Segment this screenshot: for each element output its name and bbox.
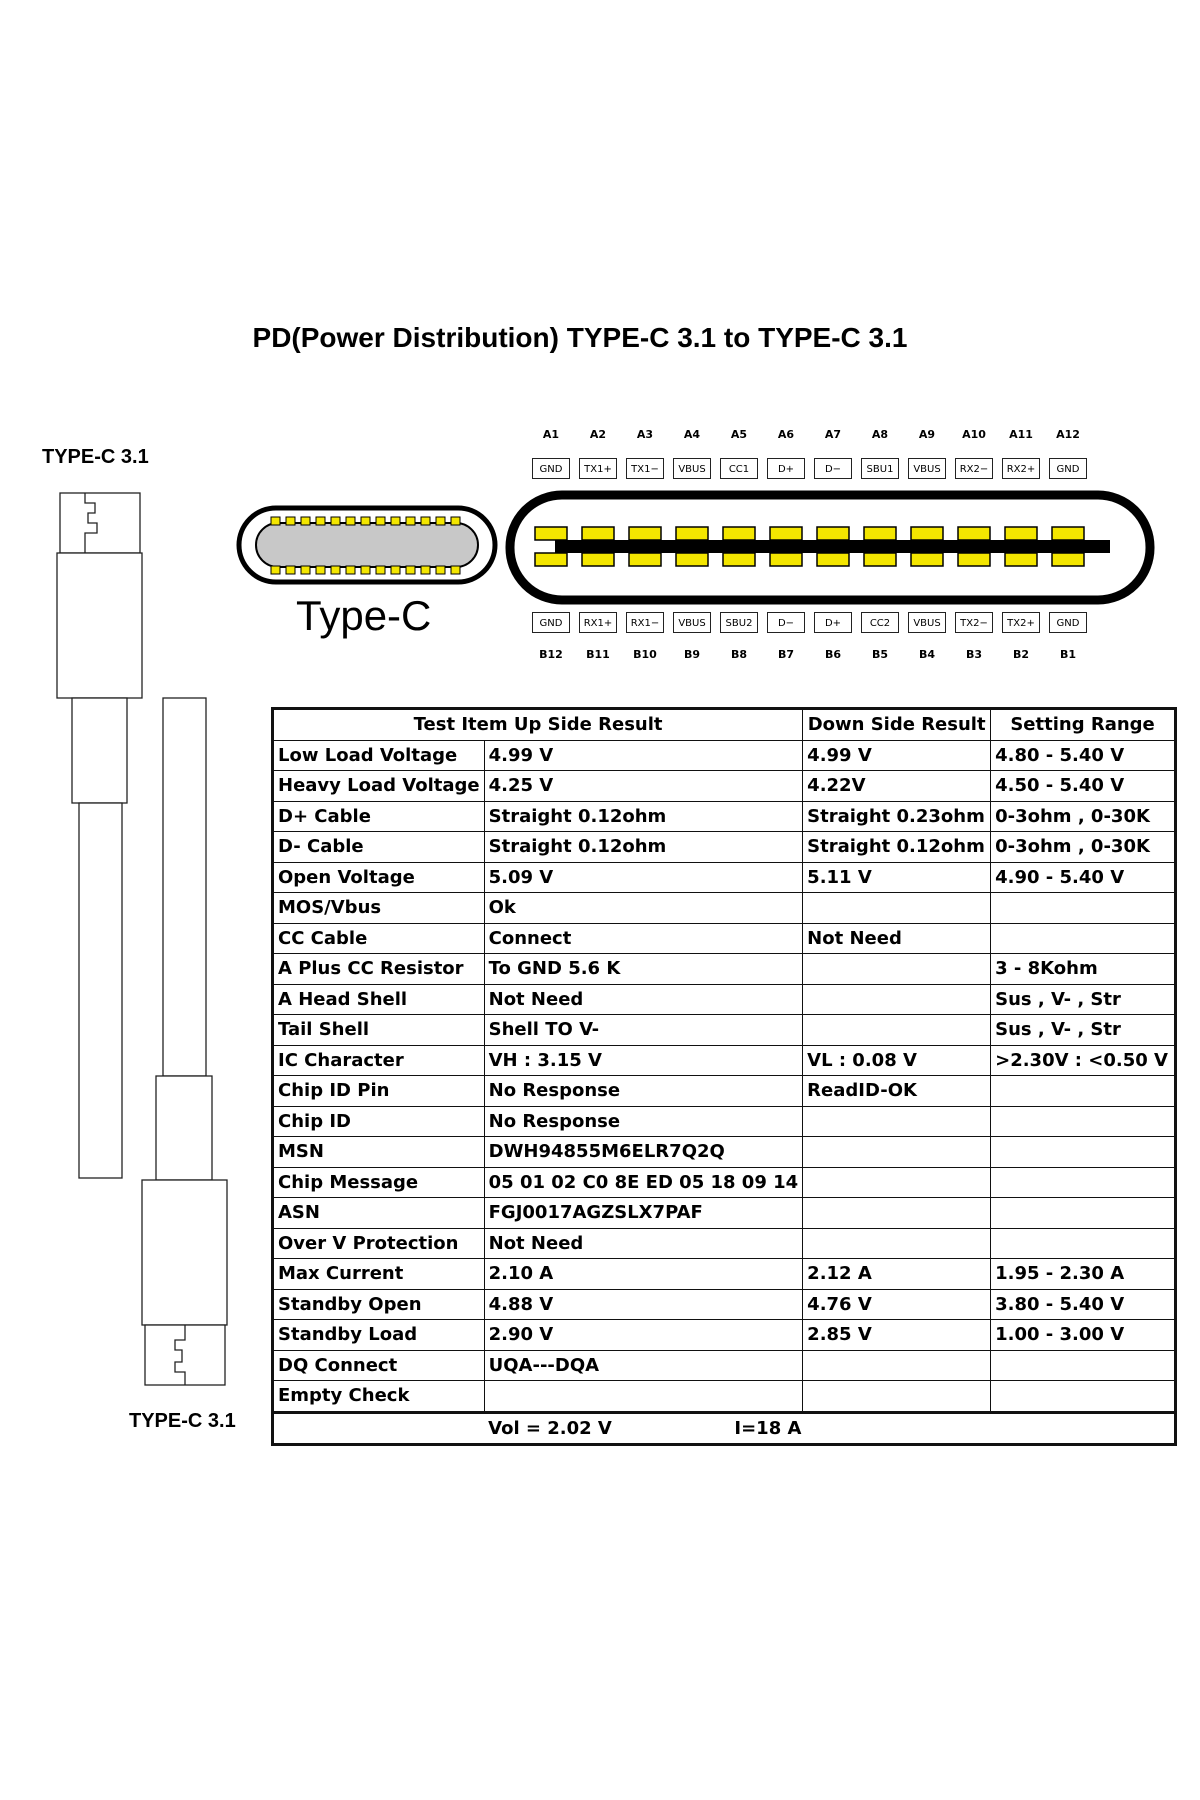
small-pin (436, 517, 445, 525)
pin-name-b10: RX1− (626, 612, 664, 633)
small-pin (451, 566, 460, 574)
pin-contact-top (911, 527, 943, 540)
pin-id-b5: B5 (871, 648, 889, 661)
cell-setting-range: 0-3ohm , 0-30K (991, 801, 1176, 832)
cell-down-side (803, 1350, 991, 1381)
cell-down-side: 5.11 V (803, 862, 991, 893)
small-pin (286, 517, 295, 525)
cell-down-side (803, 954, 991, 985)
pin-contact-top (770, 527, 802, 540)
cell-down-side (803, 1137, 991, 1168)
small-pin (331, 517, 340, 525)
typec-port-icon (236, 505, 498, 585)
cell-up-side: Straight 0.12ohm (484, 801, 803, 832)
pin-name-b11: RX1+ (579, 612, 617, 633)
cell-setting-range (991, 1167, 1176, 1198)
table-row (273, 1137, 1176, 1168)
pin-id-a5: A5 (730, 428, 748, 441)
cell-down-side: ReadID-OK (803, 1076, 991, 1107)
cell-test-item: Chip ID (273, 1106, 485, 1137)
pin-name-a9: VBUS (908, 458, 946, 479)
cell-test-item: DQ Connect (273, 1350, 485, 1381)
pin-contact-top (582, 527, 614, 540)
pin-name-a6: D+ (767, 458, 805, 479)
cell-up-side: Connect (484, 923, 803, 954)
cell-setting-range: 1.95 - 2.30 A (991, 1259, 1176, 1290)
pin-name-b8: SBU2 (720, 612, 758, 633)
cell-up-side: Not Need (484, 1228, 803, 1259)
cell-setting-range: 0-3ohm , 0-30K (991, 832, 1176, 863)
table-row (273, 1259, 1176, 1290)
pin-name-b7: D− (767, 612, 805, 633)
cell-down-side (803, 1198, 991, 1229)
table-row (273, 954, 1176, 985)
pin-id-b1: B1 (1059, 648, 1077, 661)
small-pin (361, 517, 370, 525)
cell-up-side: 2.90 V (484, 1320, 803, 1351)
small-pin (391, 517, 400, 525)
table-row (273, 862, 1176, 893)
cell-setting-range: 4.90 - 5.40 V (991, 862, 1176, 893)
small-pin (271, 517, 280, 525)
cell-down-side: 4.76 V (803, 1289, 991, 1320)
cell-setting-range (991, 923, 1176, 954)
cell-setting-range: 3 - 8Kohm (991, 954, 1176, 985)
cell-setting-range: 4.50 - 5.40 V (991, 771, 1176, 802)
pin-name-a1: GND (532, 458, 570, 479)
table-row (273, 1198, 1176, 1229)
cell-up-side: To GND 5.6 K (484, 954, 803, 985)
pin-contact-bottom (958, 553, 990, 566)
cell-test-item: Over V Protection (273, 1228, 485, 1259)
table-row (273, 801, 1176, 832)
top-plug-tip (60, 493, 140, 553)
table-row (273, 1228, 1176, 1259)
cell-test-item: Tail Shell (273, 1015, 485, 1046)
table-row (273, 1289, 1176, 1320)
cell-setting-range (991, 1350, 1176, 1381)
cell-down-side: 4.22V (803, 771, 991, 802)
header-down-side: Down Side Result (803, 709, 991, 741)
small-pin (271, 566, 280, 574)
cell-up-side: 4.25 V (484, 771, 803, 802)
table-row (273, 1106, 1176, 1137)
table-row (273, 1076, 1176, 1107)
cell-up-side: No Response (484, 1076, 803, 1107)
cell-test-item: D- Cable (273, 832, 485, 863)
cell-test-item: Chip ID Pin (273, 1076, 485, 1107)
bottom-plug-body (142, 1180, 227, 1325)
pin-contact-bottom (1052, 553, 1084, 566)
cell-test-item: Standby Load (273, 1320, 485, 1351)
table-row (273, 1350, 1176, 1381)
pin-name-a10: RX2− (955, 458, 993, 479)
cell-setting-range: >2.30V : <0.50 V (991, 1045, 1176, 1076)
pin-id-a4: A4 (683, 428, 701, 441)
pin-name-a3: TX1− (626, 458, 664, 479)
pin-id-b7: B7 (777, 648, 795, 661)
pin-id-b2: B2 (1012, 648, 1030, 661)
pin-contact-bottom (864, 553, 896, 566)
pin-name-a4: VBUS (673, 458, 711, 479)
header-setting-range: Setting Range (991, 709, 1176, 741)
pin-id-a6: A6 (777, 428, 795, 441)
pin-contact-top (676, 527, 708, 540)
cell-test-item: IC Character (273, 1045, 485, 1076)
pin-id-a10: A10 (962, 428, 986, 441)
pin-name-b12: GND (532, 612, 570, 633)
small-pin (346, 517, 355, 525)
pin-contact-bottom (817, 553, 849, 566)
small-pin (391, 566, 400, 574)
cell-up-side: 4.99 V (484, 740, 803, 771)
cell-setting-range (991, 893, 1176, 924)
cable-label-top: TYPE-C 3.1 (42, 446, 149, 468)
pin-name-b6: D+ (814, 612, 852, 633)
pin-contact-top (1052, 527, 1084, 540)
small-pin (421, 566, 430, 574)
cell-up-side (484, 1381, 803, 1413)
pin-contact-top (535, 527, 567, 540)
pin-name-b2: TX2+ (1002, 612, 1040, 633)
small-pin (316, 566, 325, 574)
connector-tongue (555, 540, 1110, 553)
cell-test-item: CC Cable (273, 923, 485, 954)
cell-down-side (803, 1015, 991, 1046)
cell-test-item: Standby Open (273, 1289, 485, 1320)
small-pin (331, 566, 340, 574)
cell-up-side: Not Need (484, 984, 803, 1015)
pin-id-b8: B8 (730, 648, 748, 661)
pin-name-b5: CC2 (861, 612, 899, 633)
pin-id-b6: B6 (824, 648, 842, 661)
cell-down-side (803, 1167, 991, 1198)
table-row (273, 1381, 1176, 1413)
table-row (273, 771, 1176, 802)
cell-down-side (803, 893, 991, 924)
cell-test-item: Max Current (273, 1259, 485, 1290)
cell-up-side: 5.09 V (484, 862, 803, 893)
cell-up-side: 2.10 A (484, 1259, 803, 1290)
cell-test-item: A Plus CC Resistor (273, 954, 485, 985)
cell-up-side: Straight 0.12ohm (484, 832, 803, 863)
pin-contact-bottom (535, 553, 567, 566)
pin-contact-top (723, 527, 755, 540)
cell-up-side: DWH94855M6ELR7Q2Q (484, 1137, 803, 1168)
small-pin (376, 517, 385, 525)
cable-right (163, 698, 206, 1076)
pin-name-b9: VBUS (673, 612, 711, 633)
pin-name-a8: SBU1 (861, 458, 899, 479)
cell-down-side: Not Need (803, 923, 991, 954)
cell-up-side: Ok (484, 893, 803, 924)
pin-id-a9: A9 (918, 428, 936, 441)
pin-name-b1: GND (1049, 612, 1087, 633)
pin-contact-bottom (582, 553, 614, 566)
table-row (273, 1167, 1176, 1198)
cell-up-side: 05 01 02 C0 8E ED 05 18 09 14 (484, 1167, 803, 1198)
table-row (273, 832, 1176, 863)
pin-contact-bottom (629, 553, 661, 566)
cell-setting-range: Sus , V- , Str (991, 1015, 1176, 1046)
small-pin (286, 566, 295, 574)
pin-contact-top (864, 527, 896, 540)
table-row (273, 923, 1176, 954)
cell-setting-range: 1.00 - 3.00 V (991, 1320, 1176, 1351)
pin-contact-bottom (723, 553, 755, 566)
small-pin (406, 517, 415, 525)
cell-down-side: Straight 0.12ohm (803, 832, 991, 863)
cell-setting-range (991, 1381, 1176, 1413)
cable-label-bottom: TYPE-C 3.1 (129, 1410, 236, 1432)
table-header-row (273, 709, 1176, 741)
top-strain-relief (72, 698, 127, 803)
pin-id-a12: A12 (1056, 428, 1080, 441)
small-pin (316, 517, 325, 525)
typec-label: Type-C (296, 592, 432, 639)
small-pin (406, 566, 415, 574)
cell-test-item: Low Load Voltage (273, 740, 485, 771)
typec-pinout-connector (505, 490, 1155, 605)
cell-up-side: FGJ0017AGZSLX7PAF (484, 1198, 803, 1229)
cell-down-side (803, 1381, 991, 1413)
pin-contact-bottom (770, 553, 802, 566)
pin-name-a12: GND (1049, 458, 1087, 479)
pin-contact-bottom (1005, 553, 1037, 566)
cell-down-side: 2.12 A (803, 1259, 991, 1290)
pin-id-b10: B10 (633, 648, 657, 661)
cell-up-side: Shell TO V- (484, 1015, 803, 1046)
pin-contact-top (629, 527, 661, 540)
table-row (273, 1320, 1176, 1351)
results-table (271, 707, 1177, 1446)
pin-id-b4: B4 (918, 648, 936, 661)
small-pin (451, 517, 460, 525)
pin-id-b12: B12 (539, 648, 563, 661)
cell-up-side: UQA---DQA (484, 1350, 803, 1381)
bottom-strain-relief (156, 1076, 212, 1180)
pin-name-a5: CC1 (720, 458, 758, 479)
cell-down-side: Straight 0.23ohm (803, 801, 991, 832)
pin-name-b3: TX2− (955, 612, 993, 633)
cell-test-item: Chip Message (273, 1167, 485, 1198)
table-row (273, 1045, 1176, 1076)
header-test-item: Test Item Up Side Result (273, 709, 803, 741)
small-pin (436, 566, 445, 574)
cell-setting-range (991, 1137, 1176, 1168)
cell-test-item: Open Voltage (273, 862, 485, 893)
pin-name-a7: D− (814, 458, 852, 479)
pin-contact-bottom (676, 553, 708, 566)
cell-up-side: 4.88 V (484, 1289, 803, 1320)
cell-setting-range: 4.80 - 5.40 V (991, 740, 1176, 771)
small-pin (301, 566, 310, 574)
table-row (273, 984, 1176, 1015)
footer-voltage: Vol = 2.02 V (488, 1417, 612, 1439)
pin-id-b3: B3 (965, 648, 983, 661)
cell-test-item: A Head Shell (273, 984, 485, 1015)
small-pin (376, 566, 385, 574)
pin-name-b4: VBUS (908, 612, 946, 633)
pin-id-b9: B9 (683, 648, 701, 661)
pin-id-b11: B11 (586, 648, 610, 661)
top-plug-body (57, 553, 142, 698)
table-row (273, 893, 1176, 924)
pin-contact-top (958, 527, 990, 540)
cell-down-side: 4.99 V (803, 740, 991, 771)
page-title: PD(Power Distribution) TYPE-C 3.1 to TYPE-C 3.1 (252, 322, 908, 353)
small-pin (346, 566, 355, 574)
cell-test-item: D+ Cable (273, 801, 485, 832)
cable-left (79, 803, 122, 1178)
cell-test-item: ASN (273, 1198, 485, 1229)
cell-test-item: MOS/Vbus (273, 893, 485, 924)
table-footer-row (273, 1412, 1176, 1445)
cell-down-side: VL : 0.08 V (803, 1045, 991, 1076)
cell-setting-range (991, 1106, 1176, 1137)
pin-id-a1: A1 (542, 428, 560, 441)
pin-name-a2: TX1+ (579, 458, 617, 479)
cell-setting-range (991, 1198, 1176, 1229)
cell-up-side: VH : 3.15 V (484, 1045, 803, 1076)
cell-down-side (803, 1228, 991, 1259)
pin-contact-bottom (911, 553, 943, 566)
footer-current: I=18 A (734, 1417, 802, 1439)
small-pin (301, 517, 310, 525)
pin-id-a3: A3 (636, 428, 654, 441)
cell-test-item: MSN (273, 1137, 485, 1168)
small-pin (421, 517, 430, 525)
cell-test-item: Heavy Load Voltage (273, 771, 485, 802)
small-pin (361, 566, 370, 574)
pin-id-a8: A8 (871, 428, 889, 441)
cable-drawing (0, 0, 260, 1800)
cell-down-side: 2.85 V (803, 1320, 991, 1351)
cell-down-side (803, 984, 991, 1015)
cell-up-side: No Response (484, 1106, 803, 1137)
pin-contact-top (817, 527, 849, 540)
cell-setting-range: 3.80 - 5.40 V (991, 1289, 1176, 1320)
table-row (273, 740, 1176, 771)
cell-down-side (803, 1106, 991, 1137)
pin-name-a11: RX2+ (1002, 458, 1040, 479)
pin-id-a2: A2 (589, 428, 607, 441)
cell-setting-range: Sus , V- , Str (991, 984, 1176, 1015)
pin-contact-top (1005, 527, 1037, 540)
pin-id-a11: A11 (1009, 428, 1033, 441)
table-row (273, 1015, 1176, 1046)
cell-setting-range (991, 1228, 1176, 1259)
cell-setting-range (991, 1076, 1176, 1107)
pin-id-a7: A7 (824, 428, 842, 441)
cell-test-item: Empty Check (273, 1381, 485, 1413)
